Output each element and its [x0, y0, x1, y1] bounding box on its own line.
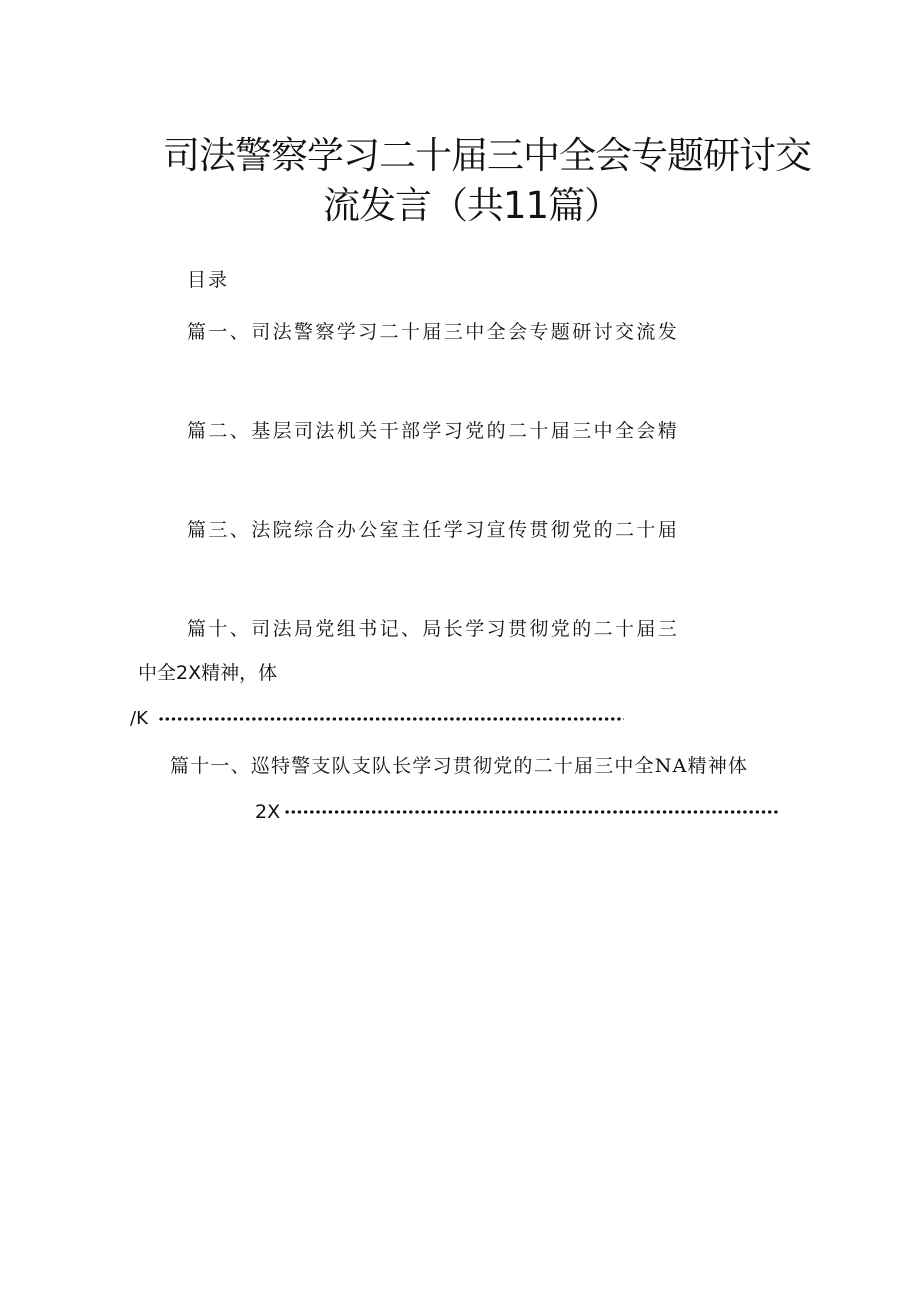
toc-heading: 目录 [187, 269, 230, 291]
toc-entry-11[interactable]: 篇十一、巡特警支队支队长学习贯彻党的二十届三中全NA精神体 [170, 755, 749, 777]
toc-entry-10-continuation[interactable]: 中全2X精神，体 [138, 662, 278, 684]
toc-entry-1[interactable]: 篇一、司法警察学习二十届三中全会专题研讨交流发 [187, 321, 680, 343]
toc-entry-11-leader-prefix: 2X [255, 801, 281, 823]
document-title-line-2: 流发言（共11篇） [323, 184, 621, 227]
toc-entry-2[interactable]: 篇二、基层司法机关干部学习党的二十届三中全会精 [187, 420, 680, 442]
toc-entry-10-leader-prefix: /K [130, 708, 148, 729]
toc-entry-10[interactable]: 篇十、司法局党组书记、局长学习贯彻党的二十届三 [187, 618, 680, 640]
toc-entry-10-dot-leader [158, 716, 624, 722]
toc-entry-11-dot-leader [284, 809, 780, 815]
toc-entry-3[interactable]: 篇三、法院综合办公室主任学习宣传贯彻党的二十届 [187, 519, 680, 541]
document-title-line-1: 司法警察学习二十届三中全会专题研讨交 [163, 134, 811, 177]
